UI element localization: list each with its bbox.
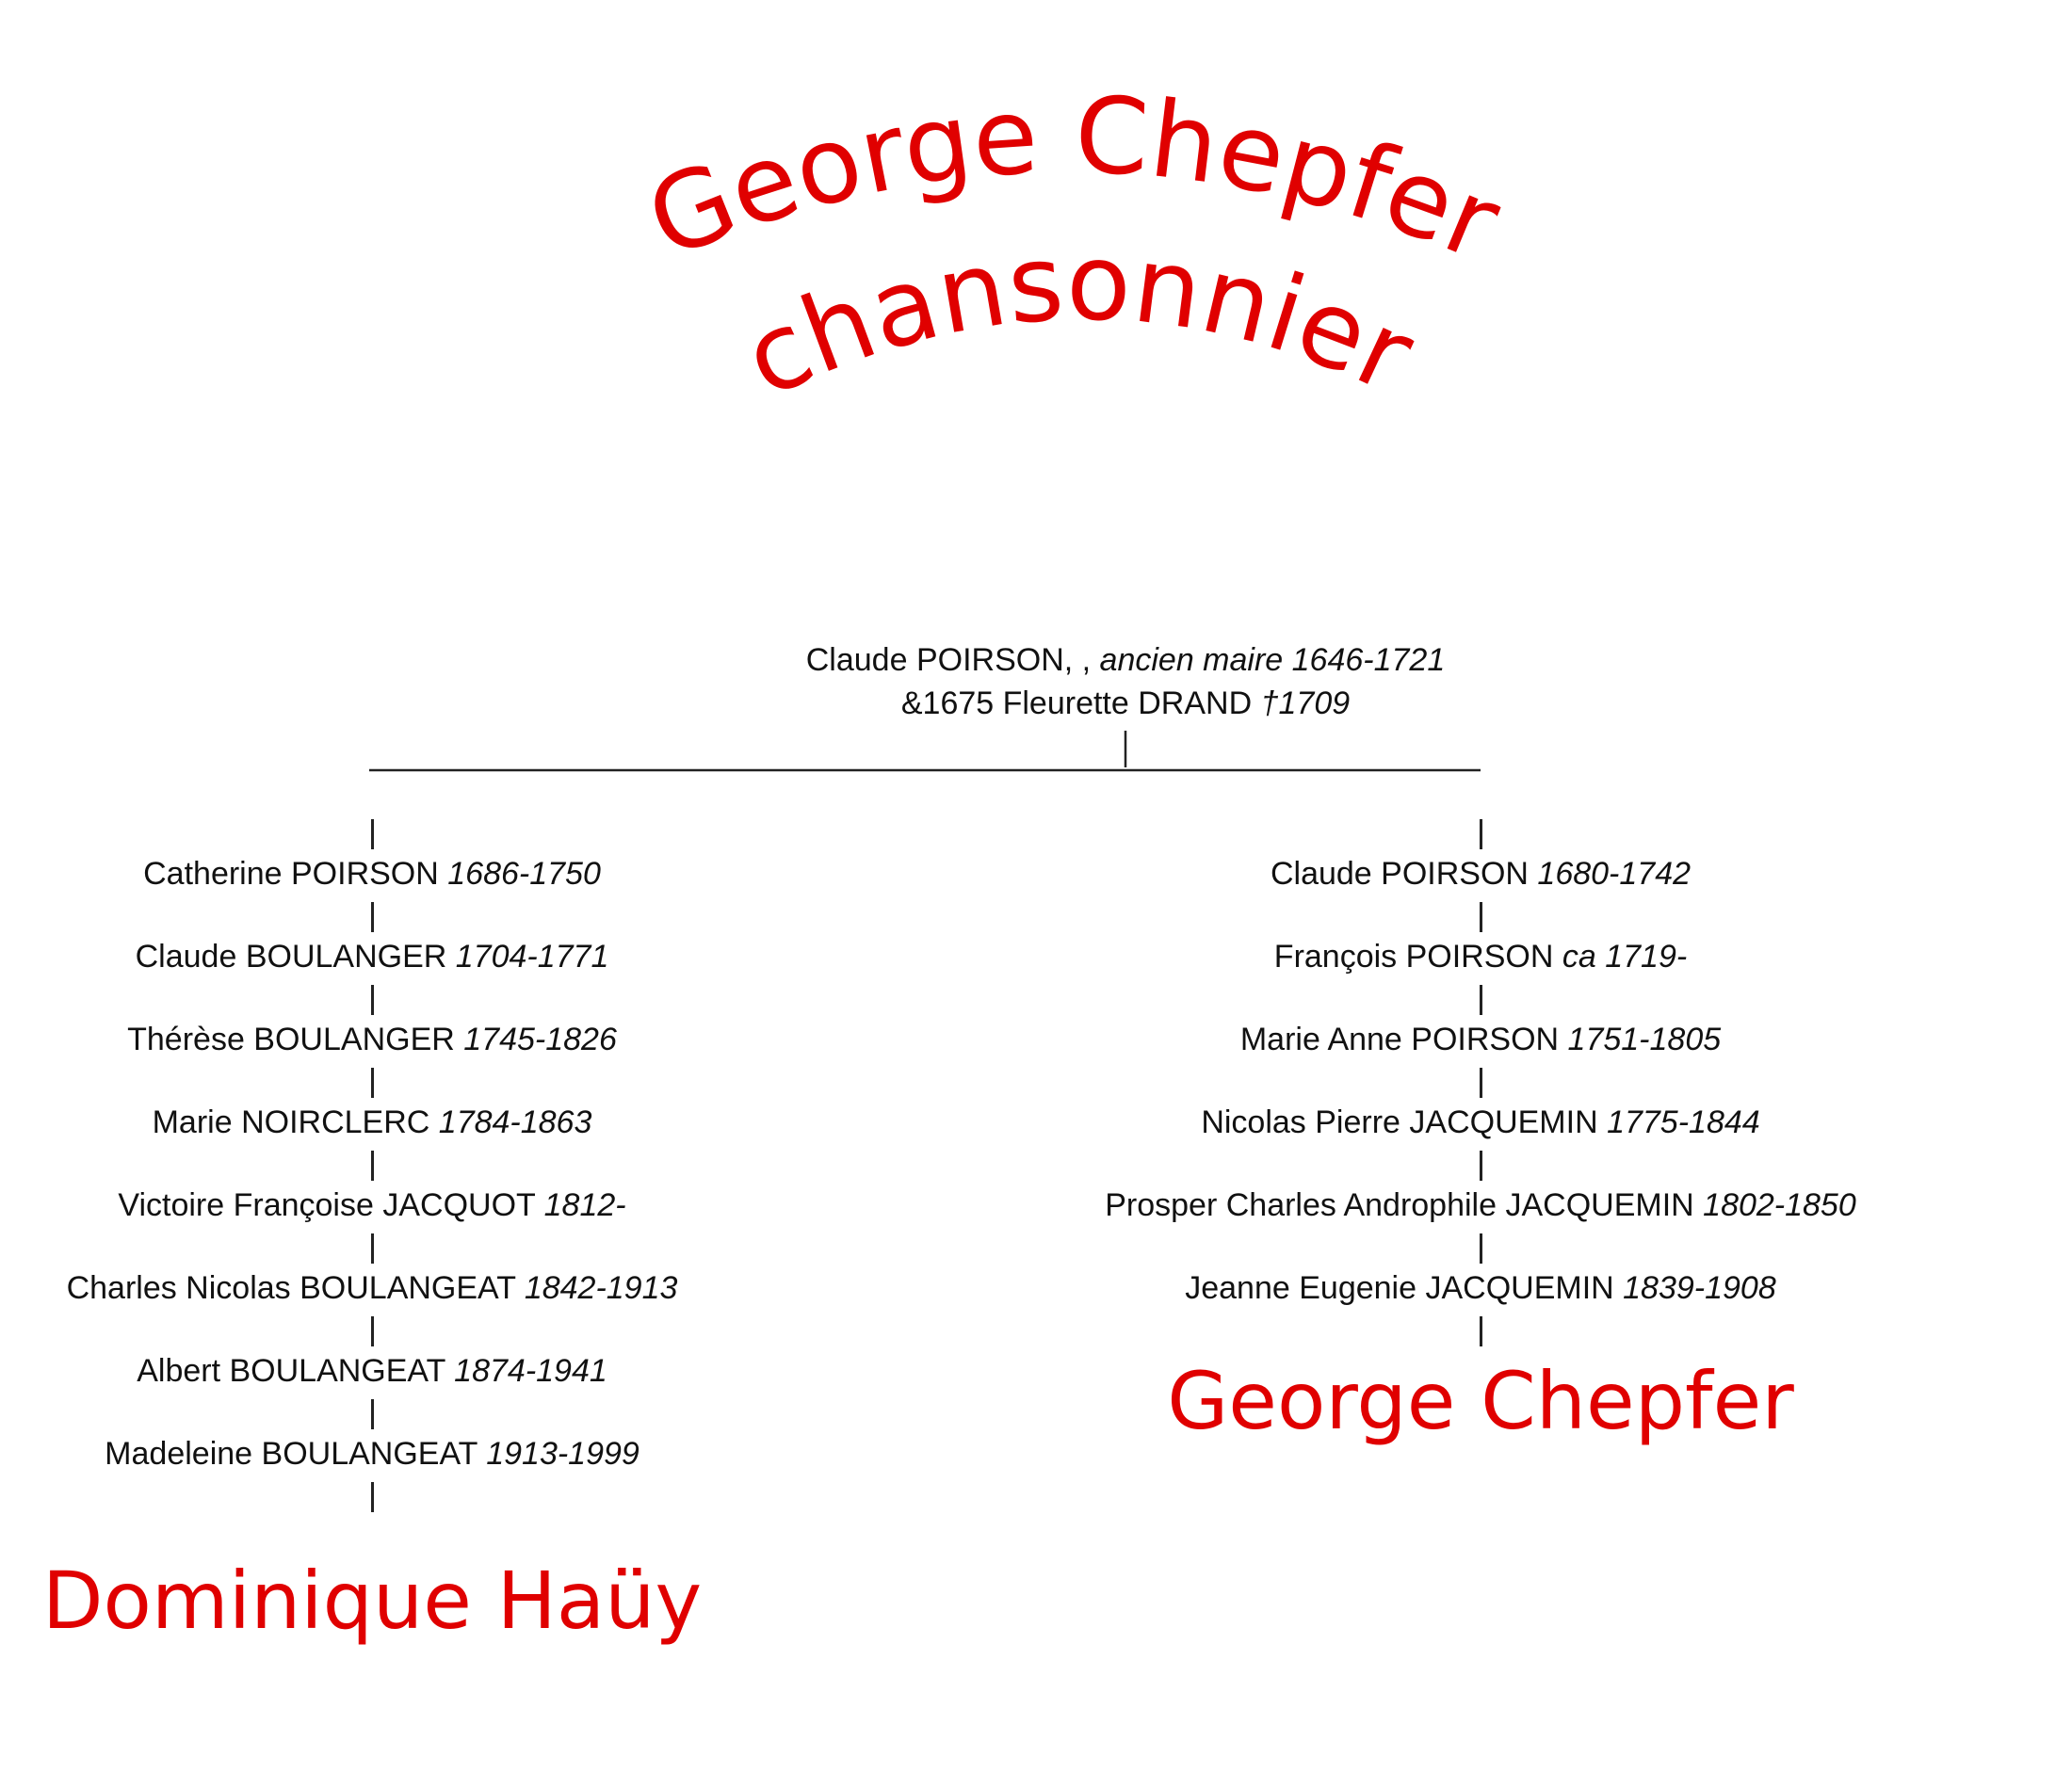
person-prosper-jacquemin: Prosper Charles Androphile JACQUEMIN 1802-1850 — [1105, 1187, 1856, 1223]
root-ancestor — [806, 638, 1445, 725]
connector-bar — [371, 1233, 374, 1264]
connector-bar — [371, 902, 374, 932]
person-albert-boulangeat: Albert BOULANGEAT 1874-1941 — [137, 1353, 607, 1389]
page-title — [0, 0, 2072, 527]
connector-bar — [1480, 1233, 1482, 1264]
person-charles-boulangeat: Charles Nicolas BOULANGEAT 1842-1913 — [66, 1270, 678, 1306]
ancestor-line-1: Claude POIRSON, , ancien maire 1646-1721 — [805, 642, 1446, 678]
person-catherine-poirson: Catherine POIRSON 1686-1750 — [143, 856, 601, 892]
connector-bar — [371, 1482, 374, 1512]
title-line-1: George Chepfer — [631, 73, 1516, 285]
ancestor-line-2: &1675 Fleurette DRAND †1709 — [900, 685, 1351, 721]
title-line-2: chansonnier — [726, 221, 1431, 422]
connector-bar — [1480, 1068, 1482, 1098]
connector-bar — [1480, 1151, 1482, 1181]
connector-bar — [371, 1399, 374, 1429]
connector-bar — [1480, 819, 1482, 849]
person-marie-noirclerc: Marie NOIRCLERC 1784-1863 — [152, 1104, 592, 1140]
person-nicolas-jacquemin: Nicolas Pierre JACQUEMIN 1775-1844 — [1201, 1104, 1760, 1140]
connector-bar — [1480, 1316, 1482, 1346]
person-madeleine-boulangeat: Madeleine BOULANGEAT 1913-1999 — [105, 1436, 639, 1472]
person-therese-boulanger: Thérèse BOULANGER 1745-1826 — [127, 1022, 617, 1057]
connector-bar — [371, 1151, 374, 1181]
person-victoire-jacquot: Victoire Françoise JACQUOT 1812- — [118, 1187, 626, 1223]
connector-bar — [371, 819, 374, 849]
connector-bar — [371, 1316, 374, 1346]
person-francois-poirson: François POIRSON ca 1719- — [1273, 939, 1688, 975]
final-name-george-chepfer: George Chepfer — [1167, 1355, 1794, 1447]
connector-bar — [371, 985, 374, 1015]
final-name-dominique-hauy: Dominique Haüy — [41, 1555, 703, 1647]
connector-bar — [371, 1068, 374, 1098]
person-jeanne-jacquemin: Jeanne Eugenie JACQUEMIN 1839-1908 — [1185, 1270, 1776, 1306]
person-marie-anne-poirson: Marie Anne POIRSON 1751-1805 — [1239, 1022, 1722, 1057]
person-claude-boulanger: Claude BOULANGER 1704-1771 — [135, 939, 609, 975]
connector-bar — [1480, 985, 1482, 1015]
person-claude-poirson: Claude POIRSON 1680-1742 — [1270, 856, 1692, 892]
connector-bar — [1480, 902, 1482, 932]
